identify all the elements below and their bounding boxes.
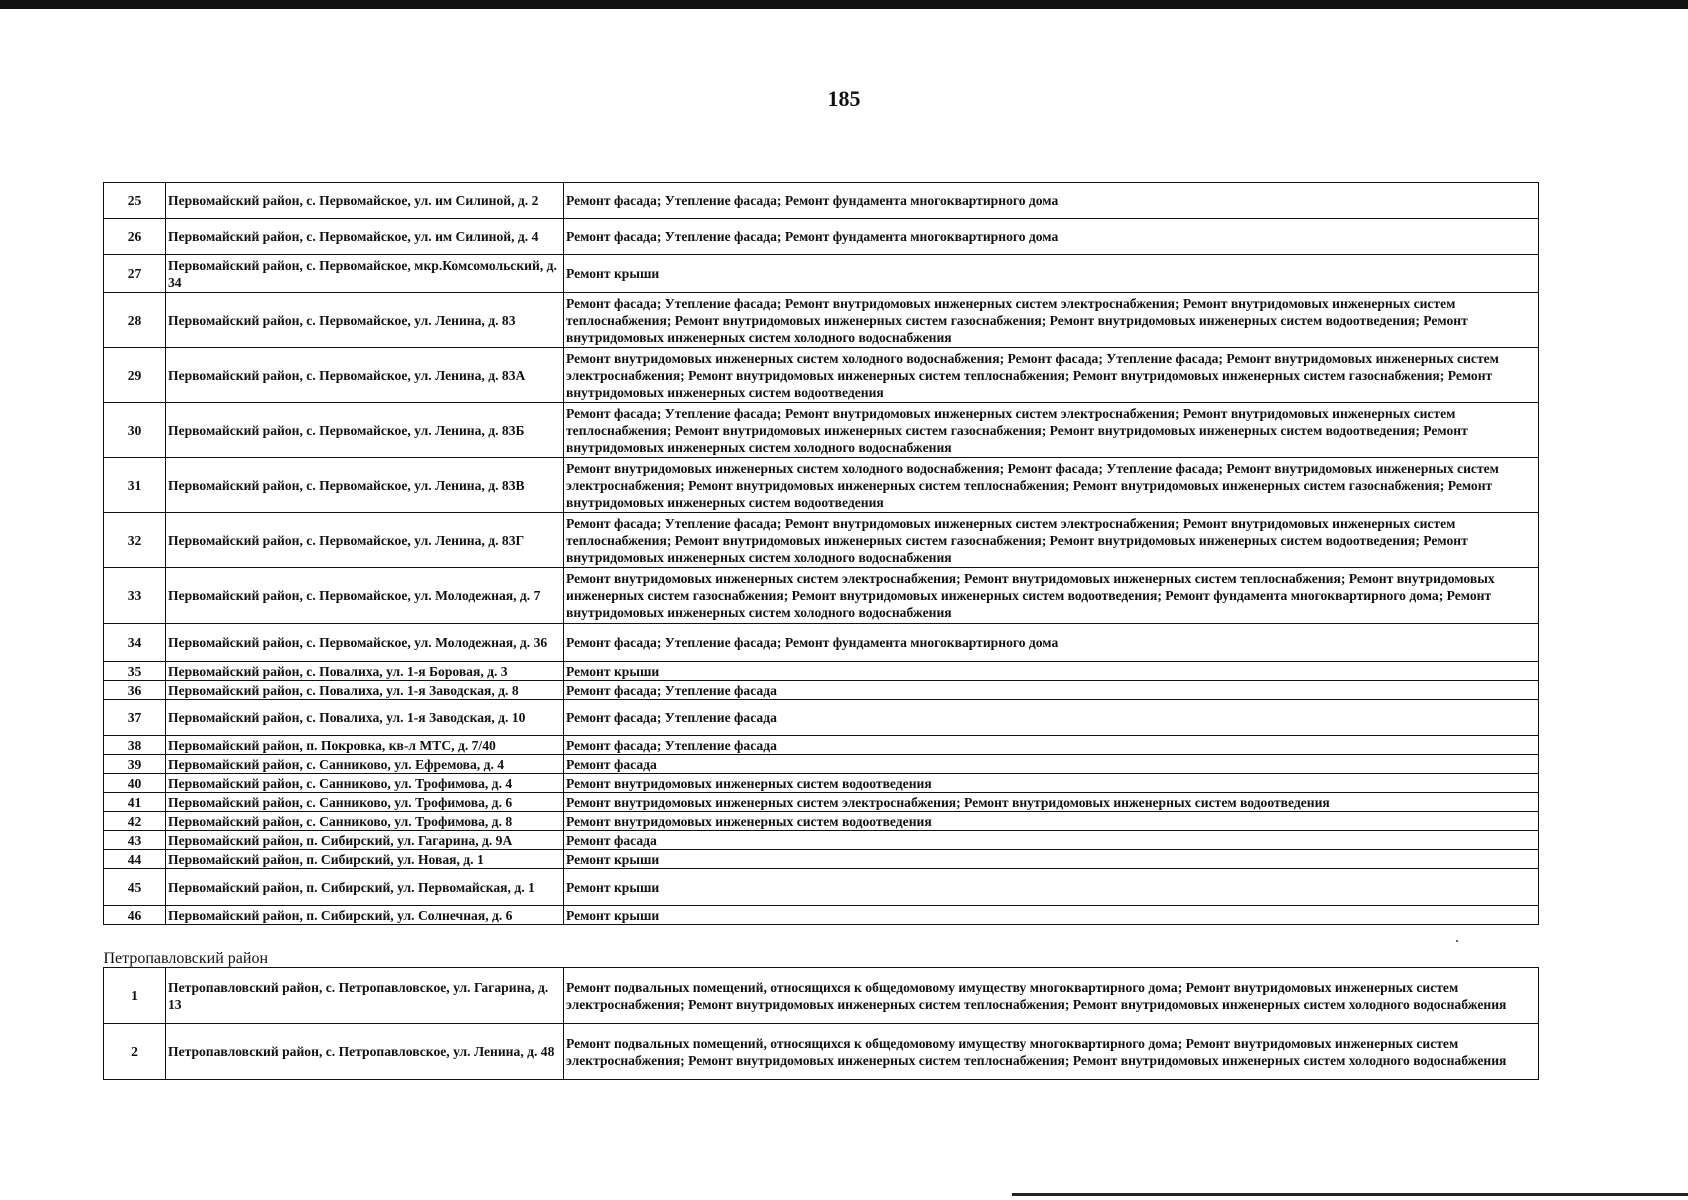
row-works: Ремонт внутридомовых инженерных систем водоотведения bbox=[564, 812, 1539, 831]
row-number: 31 bbox=[104, 458, 166, 513]
table-row bbox=[104, 968, 1539, 1024]
row-number: 46 bbox=[104, 906, 166, 925]
section-header-row bbox=[104, 925, 1539, 968]
row-works: Ремонт фасада; Утепление фасада bbox=[564, 736, 1539, 755]
table-row bbox=[104, 513, 1539, 568]
row-works: Ремонт крыши bbox=[564, 869, 1539, 906]
row-works: Ремонт крыши bbox=[564, 850, 1539, 869]
row-address: Первомайский район, с. Первомайское, ул. Ленина, д. 83А bbox=[166, 348, 564, 403]
table-row bbox=[104, 812, 1539, 831]
row-number: 37 bbox=[104, 700, 166, 736]
row-address: Первомайский район, с. Первомайское, ул. Ленина, д. 83 bbox=[166, 293, 564, 348]
table-row bbox=[104, 568, 1539, 624]
table-body bbox=[104, 183, 1539, 1080]
table-row bbox=[104, 458, 1539, 513]
row-address: Первомайский район, с. Санниково, ул. Ефремова, д. 4 bbox=[166, 755, 564, 774]
row-address: Первомайский район, п. Сибирский, ул. Новая, д. 1 bbox=[166, 850, 564, 869]
scan-top-border bbox=[0, 0, 1688, 9]
row-number: 35 bbox=[104, 662, 166, 681]
table-row bbox=[104, 662, 1539, 681]
row-address: Первомайский район, с. Повалиха, ул. 1-я Боровая, д. 3 bbox=[166, 662, 564, 681]
row-address: Первомайский район, с. Первомайское, ул. им Силиной, д. 2 bbox=[166, 183, 564, 219]
row-number: 43 bbox=[104, 831, 166, 850]
row-number: 27 bbox=[104, 255, 166, 293]
row-address: Первомайский район, с. Первомайское, мкр.Комсомольский, д. 34 bbox=[166, 255, 564, 293]
row-number: 26 bbox=[104, 219, 166, 255]
table-row bbox=[104, 700, 1539, 736]
row-works: Ремонт внутридомовых инженерных систем электроснабжения; Ремонт внутридомовых инженерных систем теплоснабжения; Ремонт внутридомовых инженерных систем газоснабжения; Ремонт внутридомовых инженерных систем водоотведения; Ремонт фундамента многоквартирного дома; Ремонт внутридомовых инженерных систем холодного водоснабжения bbox=[564, 568, 1539, 624]
row-works: Ремонт внутридомовых инженерных систем холодного водоснабжения; Ремонт фасада; Утепление фасада; Ремонт внутридомовых инженерных систем электроснабжения; Ремонт внутридомовых инженерных систем теплоснабжения; Ремонт внутридомовых инженерных систем газоснабжения; Ремонт внутридомовых инженерных систем водоотведения bbox=[564, 348, 1539, 403]
table-row bbox=[104, 906, 1539, 925]
repair-program-table bbox=[103, 182, 1539, 1080]
row-number: 1 bbox=[104, 968, 166, 1024]
row-number: 45 bbox=[104, 869, 166, 906]
table-row bbox=[104, 219, 1539, 255]
row-address: Первомайский район, с. Первомайское, ул. Ленина, д. 83Б bbox=[166, 403, 564, 458]
row-address: Первомайский район, с. Первомайское, ул. Ленина, д. 83В bbox=[166, 458, 564, 513]
row-number: 32 bbox=[104, 513, 166, 568]
row-works: Ремонт фасада; Утепление фасада; Ремонт фундамента многоквартирного дома bbox=[564, 624, 1539, 662]
table-row bbox=[104, 1024, 1539, 1080]
row-works: Ремонт внутридомовых инженерных систем электроснабжения; Ремонт внутридомовых инженерных систем водоотведения bbox=[564, 793, 1539, 812]
row-works: Ремонт крыши bbox=[564, 906, 1539, 925]
row-works: Ремонт фасада bbox=[564, 831, 1539, 850]
row-works: Ремонт внутридомовых инженерных систем водоотведения bbox=[564, 774, 1539, 793]
row-address: Первомайский район, с. Первомайское, ул. Молодежная, д. 36 bbox=[166, 624, 564, 662]
row-works: Ремонт фасада; Утепление фасада; Ремонт внутридомовых инженерных систем электроснабжения; Ремонт внутридомовых инженерных систем теплоснабжения; Ремонт внутридомовых инженерных систем газоснабжения; Ремонт внутридомовых инженерных систем водоотведения; Ремонт внутридомовых инженерных систем холодного водоснабжения bbox=[564, 403, 1539, 458]
row-address: Первомайский район, с. Первомайское, ул. Молодежная, д. 7 bbox=[166, 568, 564, 624]
row-number: 34 bbox=[104, 624, 166, 662]
row-address: Первомайский район, с. Повалиха, ул. 1-я Заводская, д. 8 bbox=[166, 681, 564, 700]
row-address: Первомайский район, с. Санниково, ул. Трофимова, д. 8 bbox=[166, 812, 564, 831]
row-number: 2 bbox=[104, 1024, 166, 1080]
table-row bbox=[104, 831, 1539, 850]
row-address: Первомайский район, п. Сибирский, ул. Первомайская, д. 1 bbox=[166, 869, 564, 906]
table-row bbox=[104, 850, 1539, 869]
row-number: 30 bbox=[104, 403, 166, 458]
row-number: 33 bbox=[104, 568, 166, 624]
row-address: Петропавловский район, с. Петропавловское, ул. Гагарина, д. 13 bbox=[166, 968, 564, 1024]
table-row bbox=[104, 183, 1539, 219]
row-works: Ремонт фасада; Утепление фасада bbox=[564, 700, 1539, 736]
row-works: Ремонт фасада; Утепление фасада; Ремонт фундамента многоквартирного дома bbox=[564, 219, 1539, 255]
row-number: 29 bbox=[104, 348, 166, 403]
row-number: 41 bbox=[104, 793, 166, 812]
row-address: Первомайский район, п. Покровка, кв-л МТС, д. 7/40 bbox=[166, 736, 564, 755]
table-row bbox=[104, 869, 1539, 906]
row-address: Первомайский район, с. Первомайское, ул. им Силиной, д. 4 bbox=[166, 219, 564, 255]
table-row bbox=[104, 793, 1539, 812]
row-number: 44 bbox=[104, 850, 166, 869]
row-number: 36 bbox=[104, 681, 166, 700]
row-address: Первомайский район, с. Повалиха, ул. 1-я Заводская, д. 10 bbox=[166, 700, 564, 736]
table-row bbox=[104, 681, 1539, 700]
row-works: Ремонт крыши bbox=[564, 662, 1539, 681]
section-title: Петропавловский район bbox=[104, 925, 1539, 968]
table-row bbox=[104, 774, 1539, 793]
row-address: Первомайский район, с. Санниково, ул. Трофимова, д. 4 bbox=[166, 774, 564, 793]
row-works: Ремонт фасада; Утепление фасада bbox=[564, 681, 1539, 700]
row-number: 40 bbox=[104, 774, 166, 793]
page-number: 185 bbox=[827, 86, 861, 111]
scan-speck bbox=[1456, 940, 1458, 942]
row-number: 42 bbox=[104, 812, 166, 831]
row-works: Ремонт внутридомовых инженерных систем холодного водоснабжения; Ремонт фасада; Утепление фасада; Ремонт внутридомовых инженерных систем электроснабжения; Ремонт внутридомовых инженерных систем теплоснабжения; Ремонт внутридомовых инженерных систем газоснабжения; Ремонт внутридомовых инженерных систем водоотведения bbox=[564, 458, 1539, 513]
table-row bbox=[104, 348, 1539, 403]
table-row bbox=[104, 624, 1539, 662]
row-works: Ремонт фасада; Утепление фасада; Ремонт внутридомовых инженерных систем электроснабжения; Ремонт внутридомовых инженерных систем теплоснабжения; Ремонт внутридомовых инженерных систем газоснабжения; Ремонт внутридомовых инженерных систем водоотведения; Ремонт внутридомовых инженерных систем холодного водоснабжения bbox=[564, 293, 1539, 348]
scan-bottom-line bbox=[1012, 1193, 1688, 1196]
row-address: Первомайский район, с. Первомайское, ул. Ленина, д. 83Г bbox=[166, 513, 564, 568]
row-number: 39 bbox=[104, 755, 166, 774]
row-works: Ремонт крыши bbox=[564, 255, 1539, 293]
row-address: Первомайский район, п. Сибирский, ул. Гагарина, д. 9А bbox=[166, 831, 564, 850]
row-address: Первомайский район, с. Санниково, ул. Трофимова, д. 6 bbox=[166, 793, 564, 812]
row-number: 25 bbox=[104, 183, 166, 219]
table-row bbox=[104, 736, 1539, 755]
table-row bbox=[104, 755, 1539, 774]
table-row bbox=[104, 293, 1539, 348]
row-works: Ремонт фасада bbox=[564, 755, 1539, 774]
row-works: Ремонт подвальных помещений, относящихся к общедомовому имуществу многоквартирного дома; Ремонт внутридомовых инженерных систем электроснабжения; Ремонт внутридомовых инженерных систем теплоснабжения; Ремонт внутридомовых инженерных систем холодного водоснабжения bbox=[564, 1024, 1539, 1080]
row-works: Ремонт фасада; Утепление фасада; Ремонт фундамента многоквартирного дома bbox=[564, 183, 1539, 219]
table-row bbox=[104, 255, 1539, 293]
row-works: Ремонт фасада; Утепление фасада; Ремонт внутридомовых инженерных систем электроснабжения; Ремонт внутридомовых инженерных систем теплоснабжения; Ремонт внутридомовых инженерных систем газоснабжения; Ремонт внутридомовых инженерных систем водоотведения; Ремонт внутридомовых инженерных систем холодного водоснабжения bbox=[564, 513, 1539, 568]
row-address: Петропавловский район, с. Петропавловское, ул. Ленина, д. 48 bbox=[166, 1024, 564, 1080]
table-row bbox=[104, 403, 1539, 458]
row-address: Первомайский район, п. Сибирский, ул. Солнечная, д. 6 bbox=[166, 906, 564, 925]
row-number: 38 bbox=[104, 736, 166, 755]
row-works: Ремонт подвальных помещений, относящихся к общедомовому имуществу многоквартирного дома; Ремонт внутридомовых инженерных систем электроснабжения; Ремонт внутридомовых инженерных систем теплоснабжения; Ремонт внутридомовых инженерных систем холодного водоснабжения bbox=[564, 968, 1539, 1024]
row-number: 28 bbox=[104, 293, 166, 348]
